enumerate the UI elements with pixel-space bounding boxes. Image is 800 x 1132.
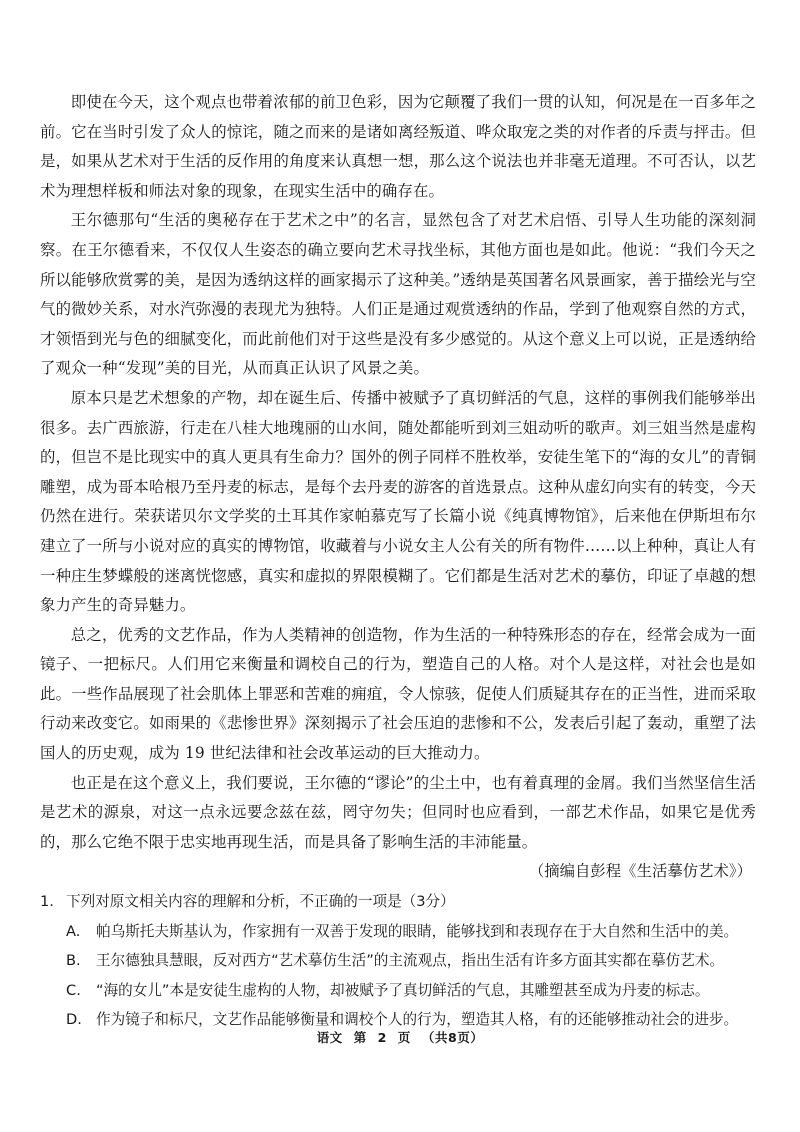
option-text: “海的女儿”本是安徒生虚构的人物，却被赋予了真切鲜活的气息，其雕塑甚至成为丹麦的标志。 [96,981,710,999]
footer-page-prefix: 第 [353,1030,367,1045]
option-letter: B. [66,952,81,970]
option-letter: C. [66,981,81,999]
footer-total-pages: （共8页） [421,1030,484,1045]
option-a [40,917,756,947]
option-text: 王尔德独具慧眼，反对西方“艺术摹仿生活”的主流观点，指出生活有许多方面其实都在摹仿艺术。 [96,952,725,970]
footer-page-number: 2 [377,1030,387,1045]
page-footer [0,1027,800,1046]
document-page [40,88,756,1035]
article-paragraph: 原本只是艺术想象的产物，却在诞生后、传播中被赋予了真切鲜活的气息，这样的事例我们能够举出很多。去广西旅游，行走在八桂大地瑰丽的山水间，随处都能听到刘三姐动听的歌声。刘三姐当然是虚构的，但岂不是比现实中的真人更具有生命力？国外的例子同样不胜枚举，安徒生笔下的“海的女儿”的青铜雕塑，成为哥本哈根乃至丹麦的标志，是每个去丹麦的游客的首选景点。这种从虚幻向实有的转变，今天仍然在进行。荣获诺贝尔文学奖的土耳其作家帕慕克写了长篇小说《纯真博物馆》，后来他在伊斯坦布尔建立了一所与小说对应的真实的博物馆，收藏着与小说女主人公有关的所有物件……以上种种，真让人有一种庄生梦蝶般的迷离恍惚感，真实和虚拟的界限模糊了。它们都是生活对艺术的摹仿，印证了卓越的想象力产生的奇异魅力。 [40,388,756,615]
option-text: 帕乌斯托夫斯基认为，作家拥有一双善于发现的眼睛，能够找到和表现存在于大自然和生活中的美。 [96,922,739,940]
option-c [40,976,756,1006]
question-text: 下列对原文相关内容的理解和分析，不正确的一项是（3分） [66,893,455,911]
question-1 [40,887,756,1035]
option-letter: D. [66,1011,82,1029]
article-paragraph: 即使在今天，这个观点也带着浓郁的前卫色彩，因为它颠覆了我们一贯的认知，何况是在一百多年之前。它在当时引发了众人的惊诧，随之而来的是诸如离经叛道、哗众取宠之类的对作者的斥责与抨击。但是，如果从艺术对于生活的反作用的角度来认真想一想，那么这个说法也并非毫无道理。不可否认，以艺术为理想样板和师法对象的现象，在现实生活中的确存在。 [40,93,756,200]
footer-page-suffix: 页 [397,1030,411,1045]
question-stem [40,887,756,917]
footer-subject: 语文 [316,1030,343,1045]
article [40,88,756,887]
option-text: 作为镜子和标尺，文艺作品能够衡量和调校个人的行为，塑造其人格，有的还能够推动社会的进步。 [96,1011,739,1029]
article-paragraph: 也正是在这个意义上，我们要说，王尔德的“谬论”的尘土中，也有着真理的金屑。我们当然坚信生活是艺术的源泉，对这一点永远要念兹在兹，罔守勿失；但同时也应看到，一部艺术作品，如果它是优秀的，那么它绝不限于忠实地再现生活，而是具备了影响生活的丰沛能量。 [40,773,756,851]
question-number: 1. [40,893,54,911]
article-paragraph: 王尔德那句“生活的奥秘存在于艺术之中”的名言，显然包含了对艺术启悟、引导人生功能的深刻洞察。在王尔德看来，不仅仅人生姿态的确立要向艺术寻找坐标，其他方面也是如此。他说：“我们今天之所以能够欣赏雾的美，是因为透纳这样的画家揭示了这种美。”透纳是英国著名风景画家，善于描绘光与空气的微妙关系，对水汽弥漫的表现尤为独特。人们正是通过观赏透纳的作品，学到了他观察自然的方式，才领悟到光与色的细腻变化，而此前他们对于这些是没有多少感觉的。从这个意义上可以说，正是透纳给了观众一种“发现”美的目光，从而真正认识了风景之美。 [40,211,756,378]
article-paragraph: 总之，优秀的文艺作品，作为人类精神的创造物，作为生活的一种特殊形态的存在，经常会成为一面镜子、一把标尺。人们用它来衡量和调校自己的行为，塑造自己的人格。对个人是这样，对社会也是如此。一些作品展现了社会肌体上罪恶和苦难的痈疽，令人惊骇，促使人们质疑其存在的正当性，进而采取行动来改变它。如雨果的《悲惨世界》深刻揭示了社会压迫的悲惨和不公，发表后引起了轰动，重塑了法国人的历史观，成为 19 世纪法律和社会改革运动的巨大推动力。 [40,625,756,763]
option-b [40,946,756,976]
article-source: （摘编自彭程《生活摹仿艺术》） [528,862,752,881]
option-letter: A. [66,922,81,940]
